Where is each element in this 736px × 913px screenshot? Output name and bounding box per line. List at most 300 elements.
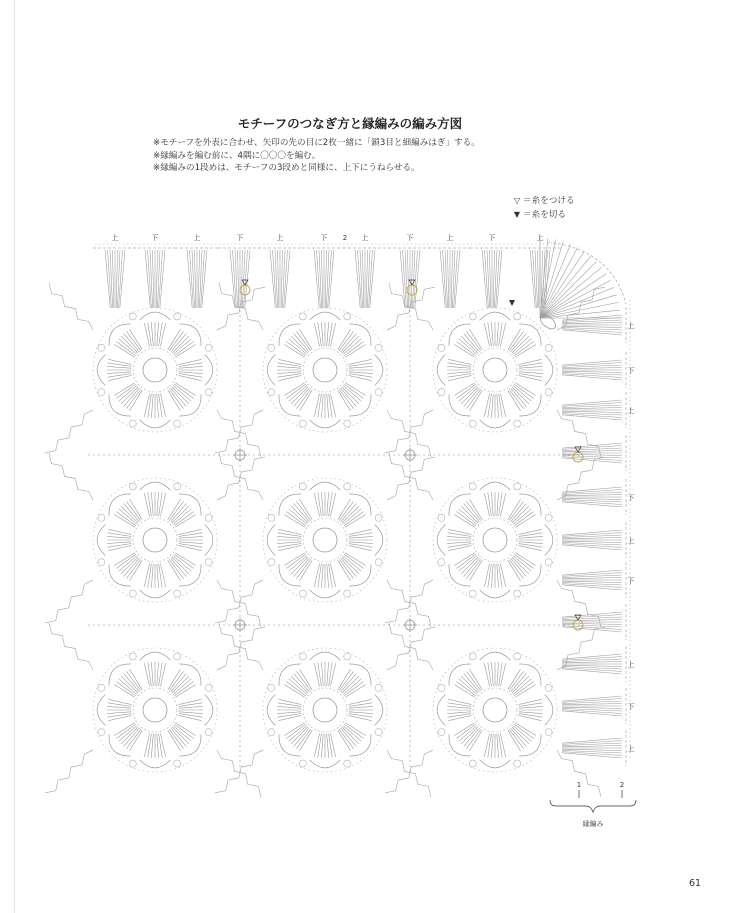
picot-loop xyxy=(545,389,552,396)
picot-loop xyxy=(545,684,552,691)
petal-stitch xyxy=(151,492,153,516)
petal-stitch xyxy=(511,388,527,406)
petal-stitch xyxy=(174,682,193,696)
petal-stitch xyxy=(467,501,481,520)
flower-motif xyxy=(263,648,387,772)
petal-stitch xyxy=(339,729,353,748)
petal-stitch xyxy=(499,493,503,517)
petal-stitch xyxy=(108,375,131,380)
edging-stitch xyxy=(405,250,408,308)
petal-arc xyxy=(97,695,105,726)
petal-stitch xyxy=(116,682,135,696)
petal-stitch xyxy=(278,375,301,380)
petal-stitch xyxy=(108,533,132,537)
edging-stitch xyxy=(242,250,245,308)
petal-stitch xyxy=(509,389,523,408)
petal-stitch xyxy=(341,674,357,692)
picot-loop xyxy=(174,483,181,490)
petal-stitch xyxy=(173,339,191,355)
petal-stitch xyxy=(144,493,149,516)
picot-loop xyxy=(174,313,181,320)
edging-stitch xyxy=(562,323,622,324)
edging-stitch xyxy=(195,250,196,308)
edging-stitch xyxy=(562,582,622,585)
petal-stitch xyxy=(277,712,301,714)
petal-stitch xyxy=(447,372,471,374)
edging-stitch xyxy=(562,743,622,746)
petal-stitch xyxy=(464,334,480,352)
petal-stitch xyxy=(339,559,353,578)
petal-stitch xyxy=(178,545,201,550)
petal-stitch xyxy=(179,372,203,374)
petal-stitch xyxy=(108,703,132,707)
edging-stitch xyxy=(490,250,491,308)
petal-stitch xyxy=(519,542,543,544)
petal-stitch xyxy=(327,662,329,686)
petal-stitch xyxy=(108,714,132,718)
petal-stitch xyxy=(499,734,503,758)
flower-motif xyxy=(263,308,387,432)
edging-stitch xyxy=(562,581,622,582)
petal-stitch xyxy=(491,322,493,346)
picot-loop xyxy=(344,483,351,490)
petal-stitch xyxy=(108,529,131,534)
petal-stitch xyxy=(127,559,141,578)
petal-stitch xyxy=(171,504,187,522)
petal-stitch xyxy=(344,682,363,696)
motif-round-ring xyxy=(473,348,517,392)
petal-arc xyxy=(545,355,553,386)
petal-stitch xyxy=(116,512,135,526)
filled-triangle-icon: ▼ xyxy=(513,210,521,219)
petal-arc xyxy=(310,420,341,428)
petal-stitch xyxy=(148,734,152,758)
edging-stitch xyxy=(562,659,622,662)
petal-stitch xyxy=(348,359,371,364)
petal-stitch xyxy=(448,374,472,378)
petal-stitch xyxy=(151,394,153,418)
diagonal-join-chain xyxy=(387,457,435,500)
petal-stitch xyxy=(278,715,301,720)
petal-stitch xyxy=(124,728,140,746)
edging-stitch xyxy=(562,454,622,455)
petal-stitch xyxy=(278,533,302,537)
petal-stitch xyxy=(448,714,472,718)
petal-stitch xyxy=(318,564,322,588)
petal-stitch xyxy=(464,504,480,522)
petal-stitch xyxy=(286,512,305,526)
petal-stitch xyxy=(514,342,533,356)
motif-center-ring xyxy=(143,528,167,552)
edging-stitch xyxy=(278,250,279,308)
picot-loop xyxy=(205,514,212,521)
petal-stitch xyxy=(349,363,373,367)
motif-center-ring xyxy=(483,698,507,722)
petal-stitch xyxy=(148,394,152,418)
picot-loop xyxy=(205,729,212,736)
petal-stitch xyxy=(467,559,481,578)
petal-stitch xyxy=(108,715,131,720)
motif-center-ring xyxy=(313,358,337,382)
petal-stitch xyxy=(497,394,499,418)
petal-stitch xyxy=(509,671,523,690)
petal-stitch xyxy=(467,729,481,748)
petal-stitch xyxy=(518,545,541,550)
petal-stitch xyxy=(519,706,543,708)
diagonal-join-chain xyxy=(387,750,431,797)
right-direction-label: 上 xyxy=(627,745,635,753)
picot-loop xyxy=(375,344,382,351)
top-direction-label: 下 xyxy=(151,234,159,242)
petal-arc xyxy=(480,420,511,428)
petal-stitch xyxy=(157,734,159,758)
petal-stitch xyxy=(448,529,471,534)
petal-stitch xyxy=(169,389,183,408)
petal-stitch xyxy=(518,529,541,534)
edging-stitch xyxy=(412,250,415,308)
petal-stitch xyxy=(119,339,137,355)
petal-stitch xyxy=(339,671,353,690)
petal-arc xyxy=(267,525,275,556)
petal-stitch xyxy=(151,734,153,758)
picot-loop xyxy=(344,590,351,597)
petal-stitch xyxy=(456,384,475,398)
petal-arc xyxy=(267,695,275,726)
petal-stitch xyxy=(108,359,131,364)
petal-stitch xyxy=(448,544,472,548)
petal-stitch xyxy=(456,512,475,526)
petal-stitch xyxy=(171,674,187,692)
edging-stitch xyxy=(535,250,538,308)
petal-stitch xyxy=(286,724,305,738)
motif-round-ring xyxy=(473,688,517,732)
petal-stitch xyxy=(488,734,492,758)
corner-chain-arc xyxy=(548,242,626,304)
edging-stitch xyxy=(322,250,323,308)
petal-arc xyxy=(140,420,171,428)
petal-stitch xyxy=(321,662,323,686)
petal-stitch xyxy=(514,384,533,398)
petal-arc xyxy=(310,482,341,490)
top-direction-label: 上 xyxy=(276,234,284,242)
edging-stitch xyxy=(494,250,497,308)
petal-stitch xyxy=(459,386,477,402)
edging-stitch xyxy=(562,620,622,621)
edging-stitch xyxy=(562,451,622,452)
edging-stitch xyxy=(562,368,622,369)
petal-stitch xyxy=(348,715,371,720)
motif-center-ring xyxy=(483,528,507,552)
petal-stitch xyxy=(348,545,371,550)
petal-stitch xyxy=(277,372,301,374)
petal-stitch xyxy=(289,679,307,695)
top-direction-label: 上 xyxy=(111,234,119,242)
petal-stitch xyxy=(330,733,335,756)
flower-motif xyxy=(433,308,557,432)
petal-stitch xyxy=(448,375,471,380)
petal-stitch xyxy=(174,512,193,526)
petal-stitch xyxy=(339,331,353,350)
picot-loop xyxy=(98,514,105,521)
picot-loop xyxy=(174,590,181,597)
petal-stitch xyxy=(278,363,302,367)
petal-stitch xyxy=(108,545,131,550)
petal-stitch xyxy=(160,563,165,586)
petal-stitch xyxy=(173,679,191,695)
petal-arc xyxy=(480,312,511,320)
right-direction-label: 上 xyxy=(627,407,635,415)
petal-arc xyxy=(437,525,445,556)
petal-stitch xyxy=(488,663,492,687)
petal-stitch xyxy=(448,545,471,550)
petal-stitch xyxy=(459,509,477,525)
edging-stitch xyxy=(562,707,622,708)
picot-loop xyxy=(545,559,552,566)
petal-stitch xyxy=(488,564,492,588)
picot-loop xyxy=(469,420,476,427)
petal-stitch xyxy=(124,504,140,522)
petal-stitch xyxy=(297,671,311,690)
petal-arc xyxy=(375,355,383,386)
petal-stitch xyxy=(500,663,505,686)
petal-stitch xyxy=(484,323,489,346)
flower-motif xyxy=(263,478,387,602)
edging-stitch xyxy=(562,623,622,624)
picot-loop xyxy=(375,559,382,566)
picot-loop xyxy=(174,653,181,660)
motif-round-ring xyxy=(303,348,347,392)
right-direction-label: 下 xyxy=(627,367,635,375)
petal-stitch xyxy=(519,363,543,367)
petal-stitch xyxy=(144,563,149,586)
petal-stitch xyxy=(160,393,165,416)
picot-loop xyxy=(344,653,351,660)
petal-stitch xyxy=(513,726,531,742)
petal-stitch xyxy=(349,366,373,368)
picot-loop xyxy=(98,729,105,736)
petal-stitch xyxy=(160,493,165,516)
page-number: 61 xyxy=(689,878,702,889)
petal-stitch xyxy=(500,393,505,416)
diagonal-join-chain xyxy=(215,750,263,793)
petal-stitch xyxy=(459,726,477,742)
petal-stitch xyxy=(500,323,505,346)
picot-loop xyxy=(375,389,382,396)
edging-stitch xyxy=(562,320,622,323)
motif-center-ring xyxy=(143,358,167,382)
petal-stitch xyxy=(169,331,183,350)
picot-loop xyxy=(129,653,136,660)
petal-stitch xyxy=(343,339,361,355)
petal-stitch xyxy=(348,375,371,380)
petal-stitch xyxy=(448,363,472,367)
petal-stitch xyxy=(329,564,333,588)
picot-loop xyxy=(268,559,275,566)
edging-stitch xyxy=(562,371,622,372)
petal-stitch xyxy=(297,331,311,350)
petal-stitch xyxy=(108,699,131,704)
petal-stitch xyxy=(327,564,329,588)
petal-stitch xyxy=(179,366,203,368)
edging-stitch xyxy=(562,538,622,539)
note-line: ※縁編みの1段めは、モチーフの3段めと同様に、上下にうねらせる。 xyxy=(153,163,420,173)
petal-stitch xyxy=(318,493,322,517)
petal-stitch xyxy=(499,323,503,347)
petal-stitch xyxy=(330,393,335,416)
picot-loop xyxy=(514,313,521,320)
petal-stitch xyxy=(179,363,203,367)
petal-stitch xyxy=(464,674,480,692)
diagonal-join-chain xyxy=(45,750,93,793)
edging-stitch xyxy=(562,495,622,496)
petal-stitch xyxy=(278,699,301,704)
petal-stitch xyxy=(497,662,499,686)
petal-arc xyxy=(97,355,105,386)
edging-stitch xyxy=(562,578,622,579)
petal-stitch xyxy=(448,699,471,704)
motif-round-ring xyxy=(133,348,177,392)
edging-stitch xyxy=(562,499,622,502)
diagonal-join-chain xyxy=(387,627,435,670)
petal-stitch xyxy=(148,564,152,588)
top-direction-label: 下 xyxy=(488,234,496,242)
petal-stitch xyxy=(157,564,159,588)
petal-stitch xyxy=(330,563,335,586)
petal-stitch xyxy=(178,375,201,380)
edging-stitch xyxy=(451,250,452,308)
diagonal-join-chain xyxy=(49,623,93,670)
petal-stitch xyxy=(160,323,165,346)
picot-loop xyxy=(469,760,476,767)
petal-stitch xyxy=(456,554,475,568)
petal-stitch xyxy=(159,394,163,418)
edging-stitch xyxy=(156,250,157,308)
petal-stitch xyxy=(119,509,137,525)
petal-stitch xyxy=(484,663,489,686)
motif-round-ring xyxy=(133,518,177,562)
petal-stitch xyxy=(488,394,492,418)
petal-stitch xyxy=(456,724,475,738)
picot-loop xyxy=(129,483,136,490)
picot-loop xyxy=(129,313,136,320)
petal-stitch xyxy=(178,529,201,534)
petal-stitch xyxy=(484,733,489,756)
edging-stitch xyxy=(408,250,409,308)
petal-stitch xyxy=(448,359,471,364)
petal-stitch xyxy=(349,542,373,544)
petal-stitch xyxy=(169,501,183,520)
petal-stitch xyxy=(314,663,319,686)
petal-stitch xyxy=(297,729,311,748)
picot-loop xyxy=(268,389,275,396)
picot-loop xyxy=(438,559,445,566)
petal-stitch xyxy=(329,323,333,347)
right-direction-label: 下 xyxy=(627,494,635,502)
petal-stitch xyxy=(514,682,533,696)
picot-loop xyxy=(514,760,521,767)
petal-stitch xyxy=(124,558,140,576)
petal-stitch xyxy=(286,384,305,398)
edging-stitch xyxy=(562,704,622,705)
petal-stitch xyxy=(116,554,135,568)
petal-stitch xyxy=(511,504,527,522)
petal-stitch xyxy=(174,342,193,356)
edging-stitch xyxy=(275,250,278,308)
petal-stitch xyxy=(127,501,141,520)
picot-loop xyxy=(174,420,181,427)
petal-arc xyxy=(310,760,341,768)
petal-stitch xyxy=(179,706,203,708)
petal-stitch xyxy=(329,734,333,758)
petal-stitch xyxy=(116,342,135,356)
petal-stitch xyxy=(514,554,533,568)
petal-stitch xyxy=(500,563,505,586)
diagonal-join-chain xyxy=(387,287,435,330)
picot-loop xyxy=(129,420,136,427)
petal-stitch xyxy=(339,501,353,520)
edging-stitch xyxy=(562,701,622,704)
petal-stitch xyxy=(289,339,307,355)
diagonal-join-chain xyxy=(217,750,261,797)
motif-grid xyxy=(93,308,557,772)
petal-arc xyxy=(205,525,213,556)
edging-stitch xyxy=(562,542,622,545)
petal-arc xyxy=(437,355,445,386)
edging-stitch xyxy=(562,492,622,495)
petal-stitch xyxy=(119,679,137,695)
petal-stitch xyxy=(349,533,373,537)
petal-arc xyxy=(205,695,213,726)
edging-stitch xyxy=(562,708,622,711)
petal-stitch xyxy=(343,726,361,742)
top-direction-label: 上 xyxy=(446,234,454,242)
petal-stitch xyxy=(491,394,493,418)
petal-stitch xyxy=(519,714,543,718)
edging-stitch xyxy=(562,575,622,578)
petal-arc xyxy=(140,652,171,660)
top-direction-label: 上 xyxy=(193,234,201,242)
petal-stitch xyxy=(116,384,135,398)
key-text: ＝糸をつける xyxy=(523,196,575,206)
edging-stitch xyxy=(150,250,153,308)
petal-stitch xyxy=(179,533,203,537)
petal-stitch xyxy=(344,724,363,738)
edging-stitch xyxy=(110,250,113,308)
petal-stitch xyxy=(519,366,543,368)
petal-stitch xyxy=(341,558,357,576)
petal-stitch xyxy=(278,529,301,534)
picot-loop xyxy=(514,653,521,660)
petal-stitch xyxy=(497,492,499,516)
petal-stitch xyxy=(513,556,531,572)
edging-stitch xyxy=(282,250,285,308)
key-text: ＝糸を切る xyxy=(523,210,566,220)
petal-stitch xyxy=(344,512,363,526)
picot-loop xyxy=(545,514,552,521)
petal-stitch xyxy=(343,556,361,572)
top-direction-label: 下 xyxy=(406,234,414,242)
petal-stitch xyxy=(349,706,373,708)
petal-stitch xyxy=(519,536,543,538)
petal-stitch xyxy=(294,334,310,352)
edging-stitch xyxy=(562,408,622,409)
petal-stitch xyxy=(179,536,203,538)
petal-stitch xyxy=(148,323,152,347)
edging-stitch xyxy=(238,250,239,308)
edging-stitch xyxy=(452,250,455,308)
petal-stitch xyxy=(116,724,135,738)
diagonal-join-chain xyxy=(217,627,265,670)
